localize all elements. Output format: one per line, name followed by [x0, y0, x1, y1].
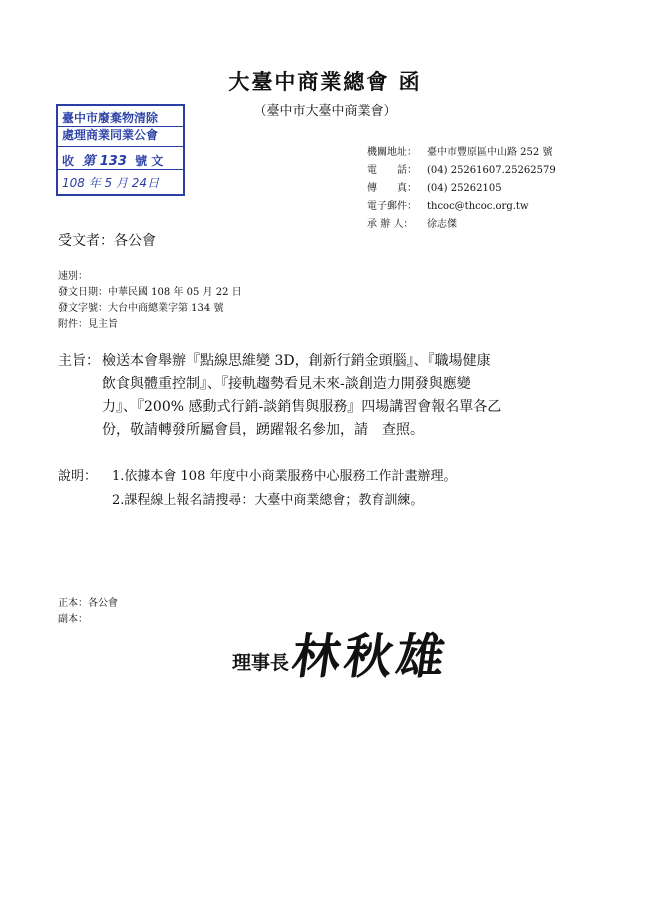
stamp-line-2: 處理商業同業公會: [62, 128, 159, 142]
contact-label: 電 話：: [367, 165, 417, 176]
contact-label: 承 辦 人：: [367, 219, 414, 230]
copies-secondary: 副本：: [58, 614, 88, 625]
contact-label: 傳 真：: [367, 183, 417, 194]
contact-value: 徐志傑: [427, 219, 457, 230]
stamp-number-value: 第 133: [82, 154, 127, 169]
copies-primary: 正本：各公會: [58, 598, 118, 609]
explanation-items: [112, 465, 456, 513]
explanation-label: 說明：: [58, 469, 98, 484]
contact-value: thcoc@thcoc.org.tw: [427, 201, 529, 212]
contact-value: 臺中市豐原區中山路 252 號: [427, 147, 553, 158]
copies-section: [58, 596, 118, 628]
contact-handler: [367, 216, 556, 234]
contact-email: [367, 198, 556, 216]
contact-fax: [367, 180, 556, 198]
recipient: 受文者：各公會: [58, 233, 156, 249]
document-title: 大臺中商業總會 函: [228, 69, 422, 94]
meta-number: 發文字號：大台中商總業字第 134 號: [58, 303, 224, 314]
received-stamp: [56, 104, 185, 196]
contact-value: (04) 25262105: [427, 183, 502, 194]
contact-label: 電子郵件：: [367, 201, 417, 212]
document-meta: [58, 269, 242, 333]
contact-label: 機關地址：: [367, 147, 417, 158]
contact-value: (04) 25261607.25262579: [427, 165, 556, 176]
document-subtitle: （臺中市大臺中商業會）: [253, 104, 397, 119]
meta-date: 發文日期：中華民國 108 年 05 月 22 日: [58, 287, 242, 298]
stamp-divider: [58, 146, 183, 147]
stamp-received-suffix: 號 文: [135, 154, 164, 168]
explanation-item: 2.課程線上報名請搜尋：大臺中商業總會；教育訓練。: [112, 493, 424, 508]
meta-attachment: 附件：見主旨: [58, 319, 118, 330]
meta-speed: 速別：: [58, 271, 88, 282]
stamp-received-prefix: 收: [62, 154, 75, 168]
explanation-item: 1.依據本會 108 年度中小商業服務中心服務工作計畫辦理。: [112, 469, 457, 484]
stamp-divider: [58, 169, 183, 170]
stamp-received-number: [62, 150, 163, 169]
subject-label: 主旨：: [58, 353, 100, 369]
stamp-line-1: 臺中市廢棄物清除: [62, 111, 159, 125]
signatory-title: 理事長: [232, 652, 290, 674]
contact-address: [367, 144, 556, 162]
stamp-date: 108 年 5 月 24日: [62, 176, 160, 190]
subject-text: 檢送本會舉辦『點線思維變 3D，創新行銷金頭腦』、『職場健康飲食與體重控制』、『接軌趨勢看見未來-談創造力開發與應變力』、『200% 感動式行銷-談銷售與服務』四場講習會報名單各乙份，敬請轉發所屬會員，踴躍報名參加，請 查照。: [102, 353, 502, 438]
contact-block: [367, 144, 556, 234]
contact-phone: [367, 162, 556, 180]
signature: 林秋雄: [288, 629, 453, 685]
